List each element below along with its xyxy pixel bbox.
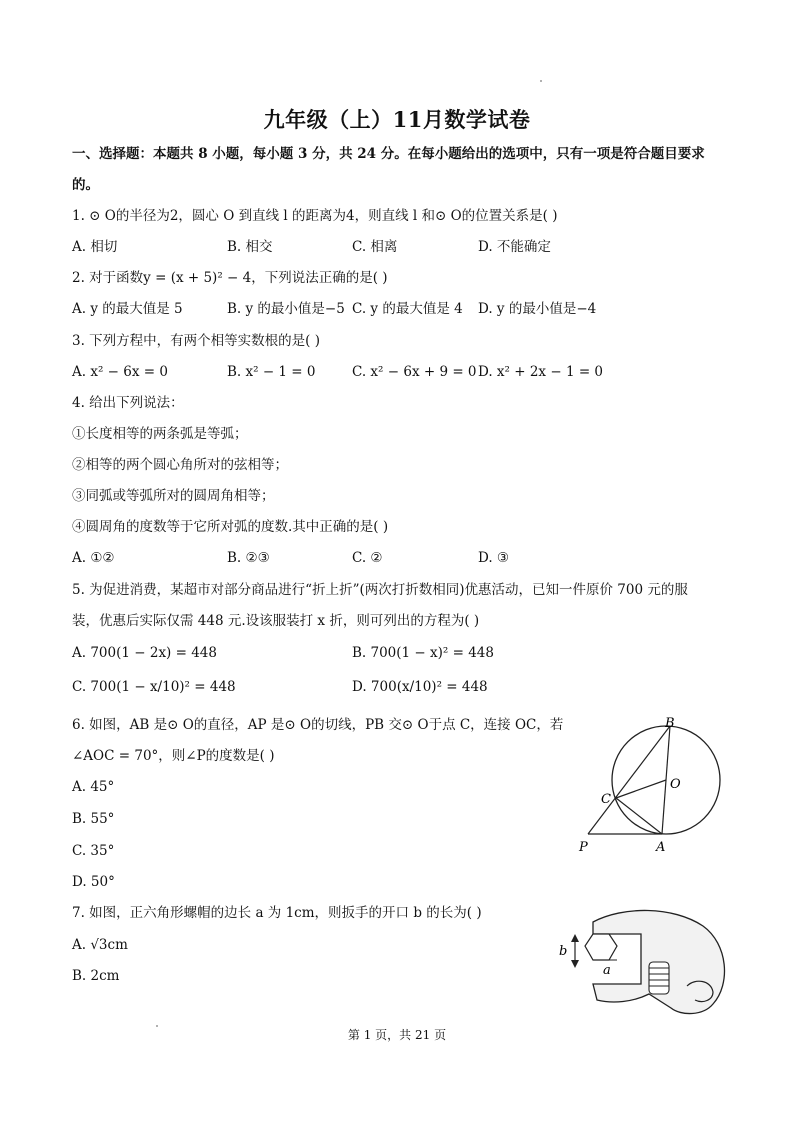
q4-option-c[interactable]: C. ② (352, 550, 383, 566)
secant-pb (588, 726, 670, 834)
q5-option-c[interactable]: C. 700(1 − x/10)² = 448 (72, 679, 236, 695)
q6-stem-line2: ∠AOC = 70°，则∠P的度数是( ) (72, 748, 275, 764)
section-heading-line1: 一、选择题：本题共 8 小题，每小题 3 分，共 24 分。在每小题给出的选项中，只有一项是符合题目要求 (72, 146, 705, 162)
page-footer: 第 1 页，共 21 页 (347, 1028, 447, 1042)
q4-statement-2: ②相等的两个圆心角所对的弦相等； (72, 457, 288, 473)
q2-option-d[interactable]: D. y 的最小值是−4 (478, 301, 597, 317)
arrow-head-up (571, 934, 579, 942)
section-heading-line2: 的。 (72, 177, 99, 193)
q5-stem-line1: 5. 为促进消费，某超市对部分商品进行“折上折”(两次打折数相同)优惠活动，已知一件原价 700 元的服 (72, 582, 688, 598)
q1-option-a[interactable]: A. 相切 (72, 239, 118, 255)
q5-stem-line2: 装，优惠后实际仅需 448 元.设该服装打 x 折，则可列出的方程为( ) (72, 613, 480, 629)
q4-option-b[interactable]: B. ②③ (227, 550, 270, 566)
q7-option-b[interactable]: B. 2cm (72, 968, 120, 984)
q6-stem-line1: 6. 如图，AB 是⊙ O的直径，AP 是⊙ O的切线，PB 交⊙ O于点 C，连接 OC，若 (72, 717, 564, 733)
q1-option-d[interactable]: D. 不能确定 (478, 239, 551, 255)
scan-speck (540, 80, 542, 82)
q6-option-d[interactable]: D. 50° (72, 874, 115, 890)
q7-option-a[interactable]: A. √3cm (72, 937, 128, 953)
q7-stem: 7. 如图，正六角形螺帽的边长 a 为 1cm，则扳手的开口 b 的长为( ) (72, 905, 482, 921)
q3-option-b[interactable]: B. x² − 1 = 0 (227, 364, 316, 380)
q3-option-c[interactable]: C. x² − 6x + 9 = 0 (352, 364, 477, 380)
q4-statement-3: ③同弧或等弧所对的圆周角相等； (72, 488, 275, 504)
q3-option-a[interactable]: A. x² − 6x = 0 (72, 364, 168, 380)
label-o: O (670, 777, 681, 792)
label-c: C (601, 792, 611, 807)
q6-option-c[interactable]: C. 35° (72, 843, 115, 859)
q5-option-a[interactable]: A. 700(1 − 2x) = 448 (72, 645, 217, 661)
page-title: 九年级（上）11月数学试卷 (263, 107, 531, 132)
q6-option-b[interactable]: B. 55° (72, 811, 115, 827)
q4-stem: 4. 给出下列说法： (72, 395, 184, 411)
hex-nut (585, 934, 617, 960)
q4-statement-1: ①长度相等的两条弧是等弧； (72, 426, 248, 442)
q5-option-d[interactable]: D. 700(x/10)² = 448 (352, 679, 488, 695)
q4-option-a[interactable]: A. ①② (72, 550, 115, 566)
label-b: b (559, 944, 568, 959)
label-b: B (665, 716, 675, 731)
q2-stem: 2. 对于函数y = (x + 5)² − 4，下列说法正确的是( ) (72, 270, 388, 286)
q5-option-b[interactable]: B. 700(1 − x)² = 448 (352, 645, 494, 661)
q4-statement-4: ④圆周角的度数等于它所对弧的度数.其中正确的是( ) (72, 519, 389, 535)
q1-option-b[interactable]: B. 相交 (227, 239, 273, 255)
q1-option-c[interactable]: C. 相离 (352, 239, 398, 255)
q2-option-b[interactable]: B. y 的最小值是−5 (227, 301, 345, 317)
q6-option-a[interactable]: A. 45° (72, 779, 115, 795)
q3-option-d[interactable]: D. x² + 2x − 1 = 0 (478, 364, 604, 380)
q2-option-a[interactable]: A. y 的最大值是 5 (72, 301, 183, 317)
q2-option-c[interactable]: C. y 的最大值是 4 (352, 301, 463, 317)
wrench-figure (553, 904, 733, 1020)
label-a: a (603, 963, 611, 978)
segment-ca (616, 798, 662, 834)
segment-oc (616, 780, 666, 798)
label-a: A (656, 840, 666, 855)
q1-stem: 1. ⊙ O的半径为2，圆心 O 到直线 l 的距离为4，则直线 l 和⊙ O的位置关系是( ) (72, 208, 558, 224)
q3-stem: 3. 下列方程中，有两个相等实数根的是( ) (72, 333, 320, 349)
arrow-head-down (571, 960, 579, 968)
q4-option-d[interactable]: D. ③ (478, 550, 510, 566)
label-p: P (579, 840, 588, 855)
worm-gear (649, 962, 669, 994)
circle-tangent-figure (574, 714, 734, 860)
